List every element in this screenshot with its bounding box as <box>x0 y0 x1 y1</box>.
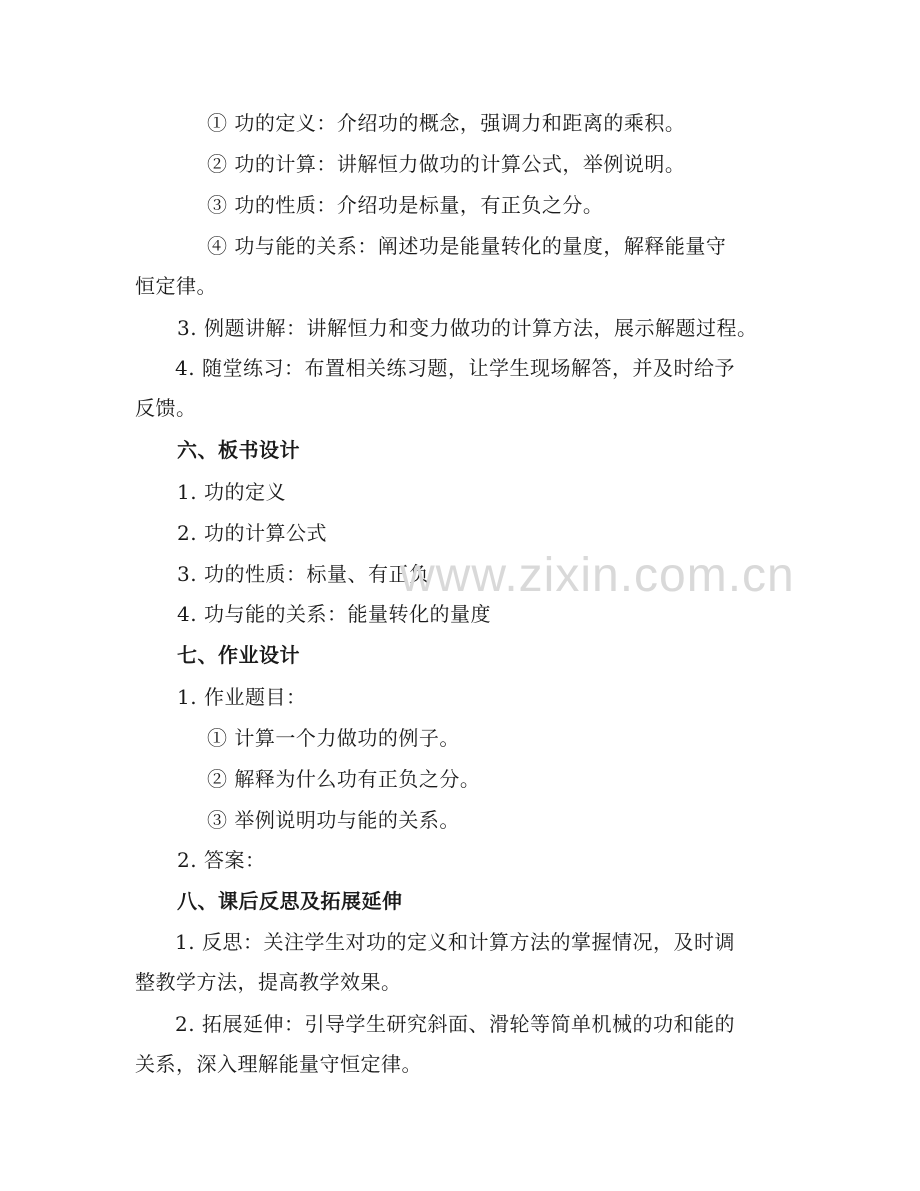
board-item-3: 3. 功的性质：标量、有正负 <box>177 562 430 586</box>
step-example: 3. 例题讲解：讲解恒力和变力做功的计算方法，展示解题过程。 <box>177 316 758 340</box>
list-item-definition: ① 功的定义：介绍功的概念，强调力和距离的乘积。 <box>207 111 686 135</box>
list-item-calculation: ② 功的计算：讲解恒力做功的计算公式，举例说明。 <box>207 152 686 176</box>
list-item-energy-relation: ④ 功与能的关系：阐述功是能量转化的量度，解释能量守恒定律。 <box>135 234 727 298</box>
homework-item-2: 2. 答案： <box>177 848 266 872</box>
reflection-item-2: 2. 拓展延伸：引导学生研究斜面、滑轮等简单机械的功和能的关系，深入理解能量守恒定律。 <box>135 1012 735 1076</box>
section-heading-board: 六、板书设计 <box>177 438 300 462</box>
homework-item-1: 1. 作业题目： <box>177 685 307 709</box>
section-heading-homework: 七、作业设计 <box>177 643 300 667</box>
homework-question-3: ③ 举例说明功与能的关系。 <box>207 808 460 832</box>
homework-question-2: ② 解释为什么功有正负之分。 <box>207 767 481 791</box>
board-item-2: 2. 功的计算公式 <box>177 521 327 545</box>
section-heading-reflection: 八、课后反思及拓展延伸 <box>177 889 403 913</box>
homework-question-1: ① 计算一个力做功的例子。 <box>207 726 460 750</box>
step-practice: 4. 随堂练习：布置相关练习题，让学生现场解答，并及时给予反馈。 <box>135 356 735 420</box>
reflection-item-1: 1. 反思：关注学生对功的定义和计算方法的掌握情况，及时调整教学方法，提高教学效果。 <box>135 930 735 994</box>
list-item-nature: ③ 功的性质：介绍功是标量，有正负之分。 <box>207 193 604 217</box>
board-item-4: 4. 功与能的关系：能量转化的量度 <box>177 602 491 626</box>
board-item-1: 1. 功的定义 <box>177 480 286 504</box>
watermark-text: www.zixin.com.cn <box>400 549 795 602</box>
